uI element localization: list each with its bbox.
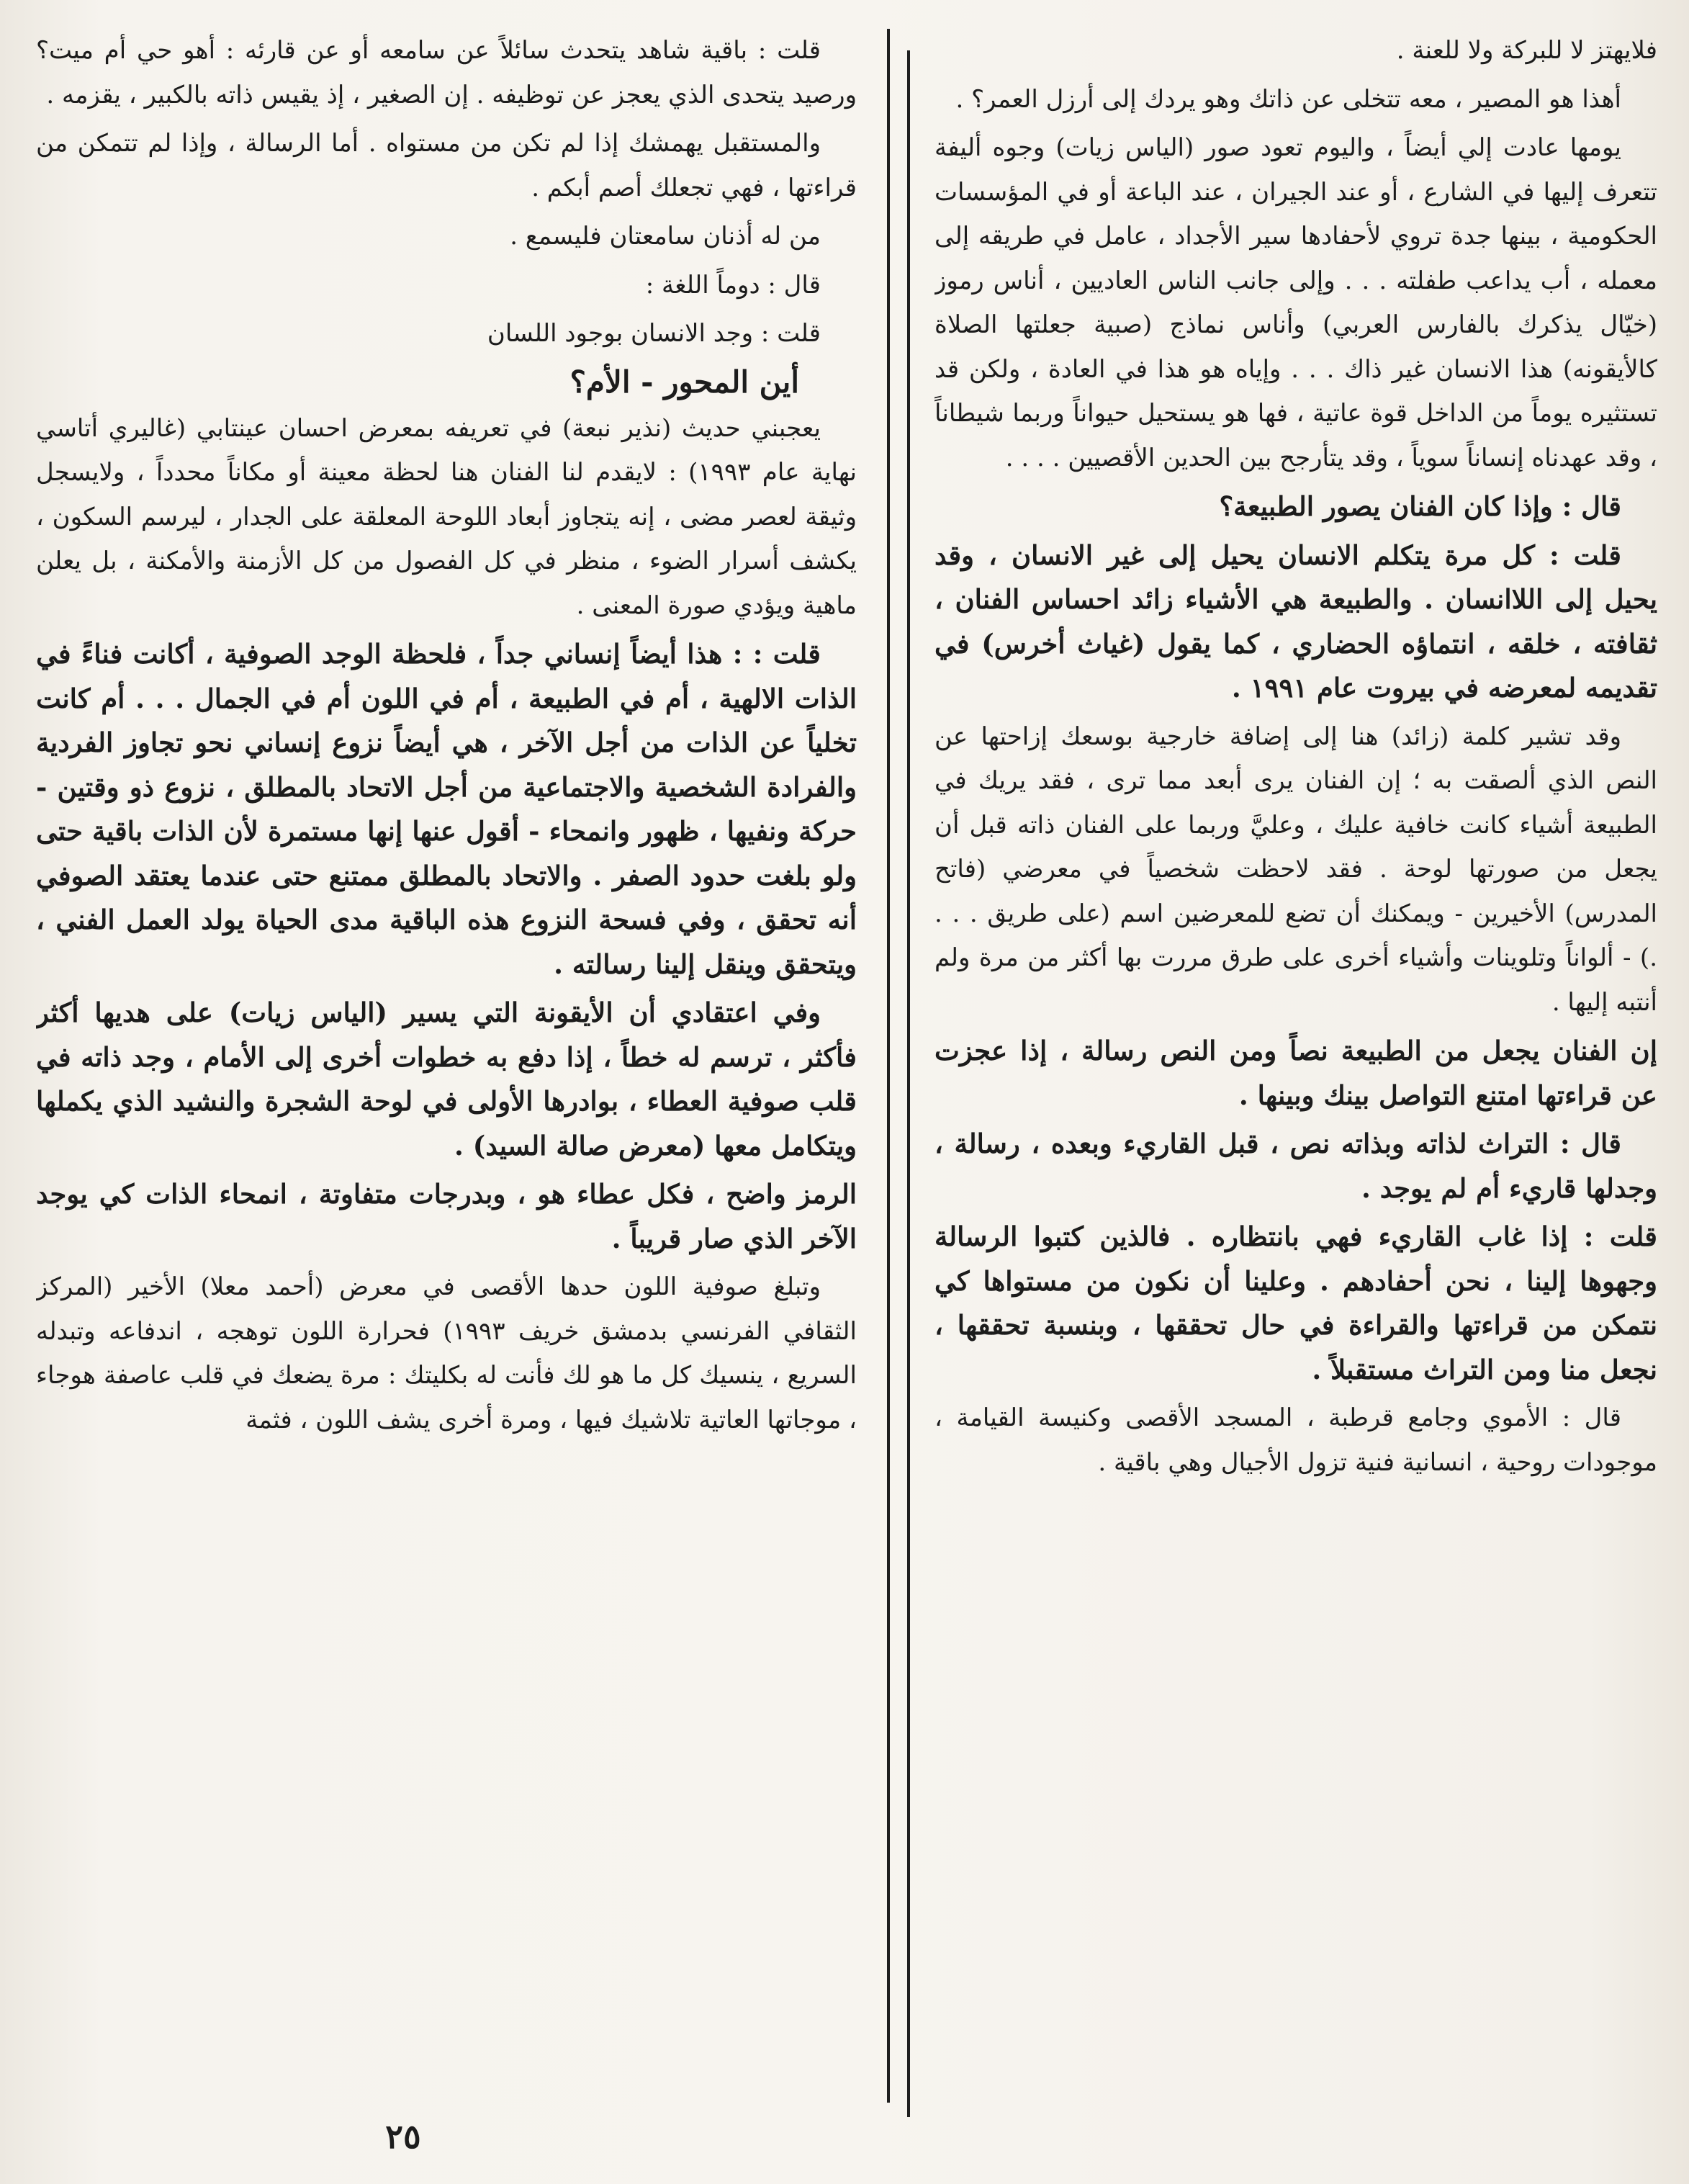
paragraph: وقد تشير كلمة (زائد) هنا إلى إضافة خارجية بوسعك إزاحتها عن النص الذي ألصقت به ؛ إن الفنان يرى أبعد مما ترى ، فقد يريك في الطبيعة أشياء كانت خافية عليك ، وعليَّ وربما على الفنان ذاته قبل أن يجعل من صورتها لوحة . فقد لاحظت شخصياً في معرضي (فاتح المدرس) الأخيرين - ويمكنك أن تضع للمعرضين اسم (على طريق . . . .) - ألواناً وتلوينات وأشياء أخرى على طرق مررت بها أكثر من مرة ولم أنتبه إليها . xyxy=(934,722,1657,1017)
paragraph: فلايهتز لا للبركة ولا للعنة . xyxy=(1396,36,1657,65)
paragraph: يومها عادت إلي أيضاً ، واليوم تعود صور (الياس زيات) وجوه أليفة تتعرف إليها في الشارع ، أو عند الجيران ، عند الباعة أو في المؤسسات الحكومية ، بينها جدة تروي لأحفادها سير الأجداد ، عامل في طريقه إلى معمله ، أب يداعب طفلته . . . وإلى جانب الناس العاديين ، أناس رموز (خيّال يذكرك بالفارس العربي) وأناس نماذج (صبية جعلتها الصلاة كالأيقونه) هذا الانسان غير ذاك . . . وإياه هو هذا في العادة ، ولكن قد تستثيره يوماً من الداخل قوة عاتية ، فها هو يستحيل حيواناً وربما شيطاناً ، وقد عهدناه إنساناً سوياً ، وقد يتأرجح بين الحدين الأقصيين . . . . xyxy=(934,133,1657,472)
dialogue-question: قال : وإذا كان الفنان يصور الطبيعة؟ xyxy=(1219,490,1621,522)
paragraph: من له أذنان سامعتان فليسمع . xyxy=(510,222,821,251)
paragraph-emphasis: الرمز واضح ، فكل عطاء هو ، وبدرجات متفاوتة ، انمحاء الذات كي يوجد الآخر الذي صار قريباً . xyxy=(36,1178,857,1254)
page-number: ٢٥ xyxy=(385,2117,421,2156)
right-column xyxy=(934,29,1657,2088)
paragraph-emphasis: قلت : : هذا أيضاً إنساني جداً ، فلحظة الوجد الصوفية ، أكانت فناءً في الذات الالهية ، أم في الطبيعة ، أم في اللون أم في الجمال . . . أم كانت تخلياً عن الذات من أجل الآخر ، هي أيضاً نزوع إنساني نحو تجاوز الفردية والفرادة الشخصية والاجتماعية من أجل الاتحاد بالمطلق ، نزوع ذو وقتين - حركة ونفيها ، ظهور وانمحاء - أقول عنها إنها مستمرة لأن الذات باقية حتى ولو بلغت حدود الصفر . والاتحاد بالمطلق ممتنع حتى عندما يعتقد الصوفي أنه تحقق ، وفي فسحة النزوع هذه الباقية مدى الحياة يولد العمل الفني ، ويتحقق وينقل إلينا رسالته . xyxy=(36,638,857,980)
dialogue-answer: قلت : إذا غاب القاريء فهي بانتظاره . فالذين كتبوا الرسالة وجهوها إلينا ، نحن أحفادهم . وعلينا أن نكون من مستواها كي نتمكن من قراءتها والقراءة في حال تحققها ، وبنسبة تحققها ، نجعل منا ومن التراث مستقبلاً . xyxy=(934,1221,1657,1385)
paragraph: يعجبني حديث (نذير نبعة) في تعريفه بمعرض احسان عينتابي (غاليري أتاسي نهاية عام ١٩٩٣) : لايقدم لنا الفنان هنا لحظة معينة أو مكاناً محدداً ، ولايسجل وثيقة لعصر مضى ، إنه يتجاوز أبعاد اللوحة المعلقة على الجدار ، ليرسم السكون ، يكشف أسرار الضوء ، منظر في كل الفصول من كل الأزمنة والأمكنة ، بل يعلن ماهية ويؤدي صورة المعنى . xyxy=(36,413,857,620)
column-divider-line xyxy=(887,29,890,2103)
paragraph: أهذا هو المصير ، معه تتخلى عن ذاتك وهو يردك إلى أرزل العمر؟ . xyxy=(955,84,1621,114)
column-divider-line-inner xyxy=(907,50,910,2117)
paragraph: وتبلغ صوفية اللون حدها الأقصى في معرض (أحمد معلا) الأخير (المركز الثقافي الفرنسي بدمشق خريف ١٩٩٣) فحرارة اللون توهجه ، اندفاعه وتبدله السريع ، ينسيك كل ما هو لك فأنت له بكليتك : مرة يضعك في قلب عاصفة هوجاء ، موجاتها العاتية تلاشيك فيها ، ومرة أخرى يشف اللون ، فثمة xyxy=(36,1272,857,1434)
section-heading: أين المحور - الأم؟ xyxy=(569,364,799,400)
dialogue-question: قال : التراث لذاته وبذاته نص ، قبل القاريء وبعده ، رسالة ، وجدلها قاريء أم لم يوجد . xyxy=(934,1128,1657,1204)
dialogue-answer: قلت : كل مرة يتكلم الانسان يحيل إلى غير الانسان ، وقد يحيل إلى اللاانسان . والطبيعة هي الأشياء زائد احساس الفنان ، ثقافته ، خلقه ، انتماؤه الحضاري ، كما يقول (غياث أخرس) في تقديمه لمعرضه في بيروت عام ١٩٩١ . xyxy=(934,539,1657,704)
paragraph: قلت : وجد الانسان بوجود اللسان xyxy=(487,319,821,348)
paragraph: قلت : باقية شاهد يتحدث سائلاً عن سامعه أو عن قارئه : أهو حي أم ميت؟ ورصيد يتحدى الذي يعجز عن توظيفه . إن الصغير ، إذ يقيس ذاته بالكبير ، يقزمه . xyxy=(36,36,857,109)
dialogue-question: قال : الأموي وجامع قرطبة ، المسجد الأقصى وكنيسة القيامة ، موجودات روحية ، انسانية فنية تزول الأجيال وهي باقية . xyxy=(934,1403,1657,1477)
paragraph-emphasis: إن الفنان يجعل من الطبيعة نصاً ومن النص رسالة ، إذا عجزت عن قراءتها امتنع التواصل بينك وبينها . xyxy=(934,1035,1657,1111)
paragraph: قال : دوماً اللغة : xyxy=(645,270,821,300)
left-column xyxy=(36,29,857,2088)
paragraph: والمستقبل يهمشك إذا لم تكن من مستواه . أما الرسالة ، وإذا لم تتمكن من قراءتها ، فهي تجعلك أصم أبكم . xyxy=(36,129,857,202)
paragraph-emphasis: وفي اعتقادي أن الأيقونة التي يسير (الياس زيات) على هديها أكثر فأكثر ، ترسم له خطاً ، إذا دفع به خطوات أخرى إلى الأمام ، وجد ذاته في قلب صوفية العطاء ، بوادرها الأولى في لوحة الشجرة والنشيد الذي يكملها ويتكامل معها (معرض صالة السيد) . xyxy=(36,997,857,1161)
